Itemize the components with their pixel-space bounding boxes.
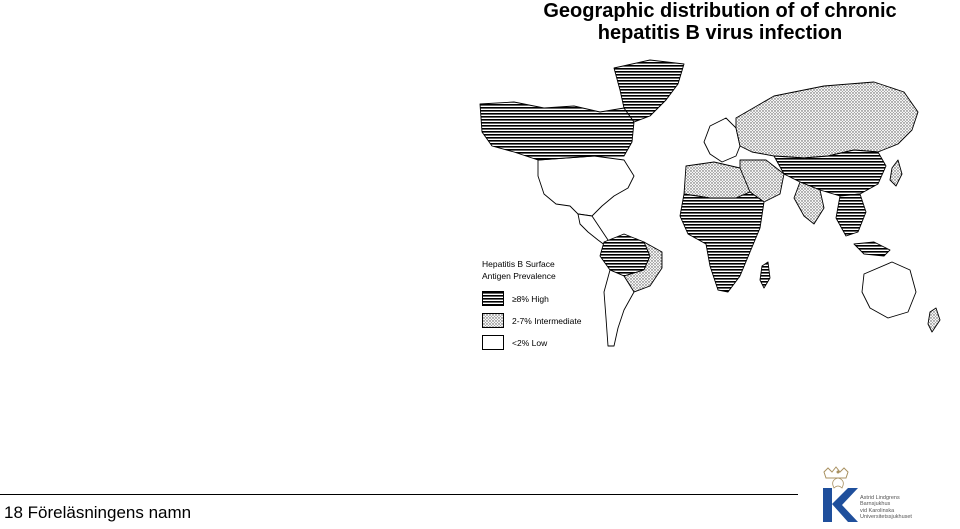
map-legend bbox=[480, 258, 660, 358]
legend-swatch-low bbox=[482, 335, 504, 350]
legend-swatch-intermediate bbox=[482, 313, 504, 328]
region-madagascar bbox=[760, 262, 770, 288]
region-sub-saharan-africa bbox=[680, 192, 764, 292]
region-russia bbox=[736, 82, 918, 158]
region-southeast-asia bbox=[836, 194, 866, 236]
hospital-logo bbox=[818, 466, 958, 524]
region-new-zealand bbox=[928, 308, 940, 332]
region-north-america bbox=[538, 156, 634, 216]
legend-label-intermediate: 2-7% Intermediate bbox=[512, 316, 582, 326]
logo-line-3: vid Karolinska bbox=[860, 507, 895, 514]
region-western-europe bbox=[704, 118, 740, 162]
footer-divider bbox=[0, 494, 798, 495]
crown-k-icon bbox=[818, 466, 858, 524]
title-line-2: hepatitis B virus infection bbox=[597, 22, 843, 44]
stripes-swatch-icon bbox=[483, 292, 503, 305]
legend-item-low bbox=[482, 335, 662, 351]
slide-title bbox=[500, 0, 940, 44]
logo-text bbox=[860, 495, 912, 520]
logo-line-4: Universitetssjukhuset bbox=[860, 513, 912, 520]
title-line-1: Geographic distribution of of chronic bbox=[543, 0, 897, 22]
logo-line-1: Astrid Lindgrens bbox=[860, 495, 900, 501]
legend-title-line-2: Antigen Prevalence bbox=[482, 271, 556, 281]
dots-swatch-icon bbox=[483, 314, 503, 327]
region-australia bbox=[862, 262, 916, 318]
region-japan bbox=[890, 160, 902, 186]
region-alaska-north-canada bbox=[480, 102, 634, 160]
legend-item-high bbox=[482, 291, 662, 307]
legend-title bbox=[482, 258, 556, 282]
legend-item-intermediate bbox=[482, 313, 662, 329]
logo-line-2: Barnsjukhus bbox=[860, 501, 891, 508]
legend-title-line-1: Hepatitis B Surface bbox=[482, 259, 555, 269]
legend-label-low: <2% Low bbox=[512, 338, 548, 348]
legend-label-high: ≥8% High bbox=[512, 294, 549, 304]
footer-text: 18 Föreläsningens namn bbox=[4, 503, 192, 522]
region-indonesia bbox=[854, 242, 890, 256]
legend-swatch-high bbox=[482, 291, 504, 306]
region-china-central-asia bbox=[774, 150, 886, 196]
region-central-america bbox=[578, 214, 608, 246]
